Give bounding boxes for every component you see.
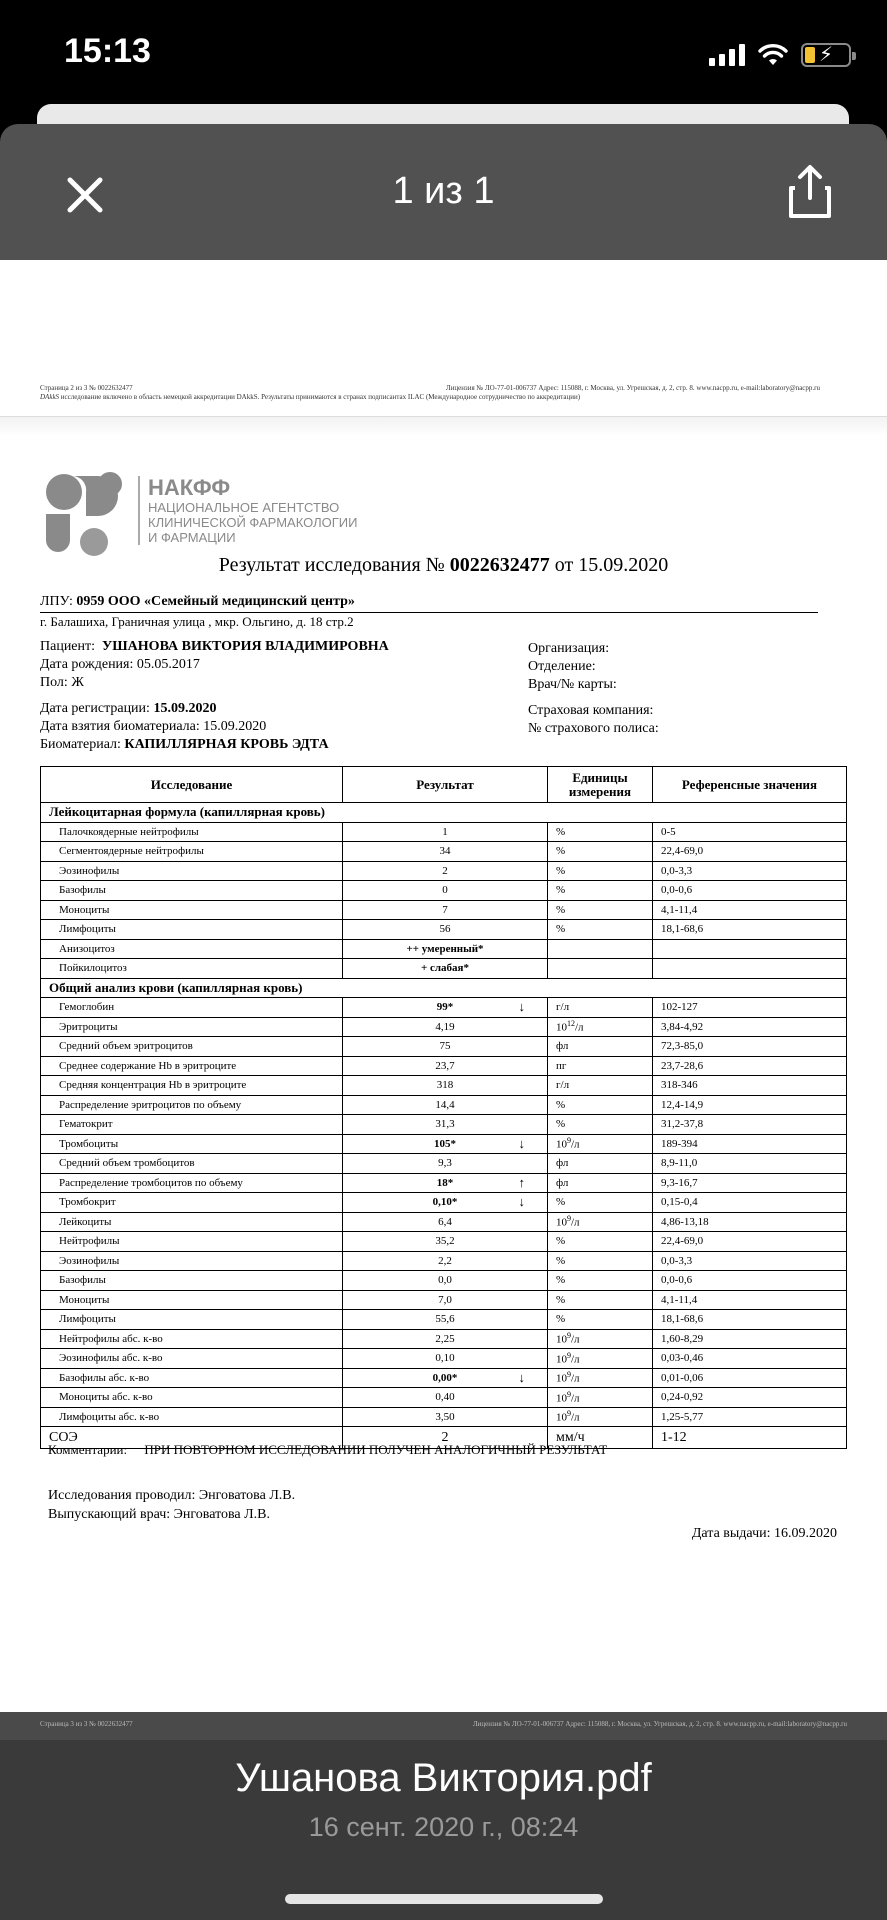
test-unit: фл	[548, 1037, 653, 1057]
table-row	[41, 1134, 847, 1154]
table-row	[41, 1173, 847, 1193]
table-row	[41, 920, 847, 940]
table-row	[41, 1154, 847, 1174]
test-reference: 9,3-16,7	[653, 1173, 847, 1193]
test-result: 4,19	[343, 1017, 548, 1037]
test-name: Моноциты	[41, 900, 343, 920]
col-header-reference: Референсные значения	[653, 767, 847, 803]
arrow-down-icon: ↓	[518, 1135, 525, 1151]
table-row	[41, 1271, 847, 1291]
home-indicator[interactable]	[285, 1894, 603, 1904]
test-name: Базофилы абс. к-во	[41, 1368, 343, 1388]
lpu-address: г. Балашиха, Граничная улица , мкр. Ольгино, д. 18 стр.2	[40, 614, 354, 629]
test-result: 1	[343, 822, 548, 842]
test-result: 6,4	[343, 1212, 548, 1232]
test-reference: 0,15-0,4	[653, 1193, 847, 1213]
test-reference: 12,4-14,9	[653, 1095, 847, 1115]
test-reference: 22,4-69,0	[653, 1232, 847, 1252]
table-row	[41, 939, 847, 959]
table-row	[41, 1212, 847, 1232]
test-unit: $10^9/л$	[548, 1368, 653, 1388]
test-result: 3,50	[343, 1407, 548, 1427]
test-unit: $10^{12}/л$	[548, 1017, 653, 1037]
test-reference: 8,9-11,0	[653, 1154, 847, 1174]
table-row	[41, 842, 847, 862]
report-number: 0022632477	[449, 554, 550, 576]
test-unit: %	[548, 1290, 653, 1310]
test-result: 14,4	[343, 1095, 548, 1115]
test-result: 2,2	[343, 1251, 548, 1271]
test-unit: фл	[548, 1154, 653, 1174]
test-name: Базофилы	[41, 881, 343, 901]
test-name: Базофилы	[41, 1271, 343, 1291]
test-name: Средняя концентрация Hb в эритроците	[41, 1076, 343, 1096]
test-unit: %	[548, 1251, 653, 1271]
arrow-down-icon: ↓	[518, 1194, 525, 1209]
table-row	[41, 1388, 847, 1408]
comment-line: Комментарии: ПРИ ПОВТОРНОМ ИССЛЕДОВАНИИ ПОЛУЧЕН АНАЛОГИЧНЫЙ РЕЗУЛЬТАТ	[48, 1442, 608, 1457]
test-result: 2	[343, 1427, 548, 1449]
test-name: Палочкоядерные нейтрофилы	[41, 822, 343, 842]
performed-by: Исследования проводил: Энговатова Л.В.	[48, 1488, 296, 1503]
test-reference: 1-12	[653, 1427, 847, 1449]
page-separator	[0, 416, 887, 436]
table-section-row	[41, 978, 847, 998]
test-unit: %	[548, 1095, 653, 1115]
test-reference	[653, 939, 847, 959]
issuing-doctor: Выпускающий врач: Энговатова Л.В.	[48, 1507, 270, 1522]
test-name: Сегментоядерные нейтрофилы	[41, 842, 343, 862]
test-name: Моноциты абс. к-во	[41, 1388, 343, 1408]
arrow-up-icon: ↑	[518, 1174, 525, 1190]
next-page-footer: Страница 3 из 3 № 0022632477 Лицензия № ЛО-77-01-006737 Адрес: 115088, г. Москва, ул. Угрешская, д. 2, стр. 8. www.nacpp.ru, e-mail:laboratory@nacpp.ru	[0, 1712, 887, 1740]
patient-info: Пациент: УШАНОВА ВИКТОРИЯ ВЛАДИМИРОВНА Дата рождения: 05.05.2017 Пол: Ж Дата регистрации: 15.09.2020 Дата взятия биоматериала: 15.09.2020 Биоматериал: КАПИЛЛЯРНАЯ КРОВЬ ЭДТА	[40, 639, 389, 752]
test-result: 99* ↓	[343, 998, 548, 1018]
test-unit	[548, 959, 653, 979]
test-unit: г/л	[548, 1076, 653, 1096]
test-reference: 18,1-68,6	[653, 920, 847, 940]
test-result: 0,0	[343, 1271, 548, 1291]
test-reference: 4,1-11,4	[653, 1290, 847, 1310]
test-reference: 0,0-0,6	[653, 881, 847, 901]
test-reference: 4,86-13,18	[653, 1212, 847, 1232]
test-reference: 72,3-85,0	[653, 1037, 847, 1057]
test-name: Распределение эритроцитов по объему	[41, 1095, 343, 1115]
test-unit	[548, 939, 653, 959]
test-unit: $10^9/л$	[548, 1407, 653, 1427]
test-reference: 0,01-0,06	[653, 1368, 847, 1388]
comment-text: ПРИ ПОВТОРНОМ ИССЛЕДОВАНИИ ПОЛУЧЕН АНАЛОГИЧНЫЙ РЕЗУЛЬТАТ	[144, 1442, 608, 1457]
test-reference: 0,0-0,6	[653, 1271, 847, 1291]
previous-page-footer: Страница 2 из 3 № 0022632477 Лицензия № ЛО-77-01-006737 Адрес: 115088, г. Москва, ул. Угрешская, д. 2, стр. 8. www.nacpp.ru, e-mail:laboratory@nacpp.ru DAkkS исследование включено в область немецкой аккредитации DAkkS. Результаты принимаются в странах подписантах ILAC (Международное сотрудничество по аккредитации)	[40, 384, 820, 401]
test-result: 0,40	[343, 1388, 548, 1408]
file-info-bar	[0, 1712, 887, 1920]
test-unit: $10^9/л$	[548, 1212, 653, 1232]
section-title: Лейкоцитарная формула (капиллярная кровь)	[41, 803, 847, 823]
test-reference: 0,24-0,92	[653, 1388, 847, 1408]
test-result: 105* ↓	[343, 1134, 548, 1154]
issue-date: Дата выдачи: 16.09.2020	[691, 1526, 837, 1541]
table-row	[41, 1115, 847, 1135]
test-name: Эозинофилы	[41, 1251, 343, 1271]
test-result: 7	[343, 900, 548, 920]
test-result: 0	[343, 881, 548, 901]
table-row	[41, 1407, 847, 1427]
test-result: 23,7	[343, 1056, 548, 1076]
test-unit: фл	[548, 1173, 653, 1193]
test-unit: %	[548, 881, 653, 901]
test-reference: 18,1-68,6	[653, 1310, 847, 1330]
test-unit: г/л	[548, 998, 653, 1018]
table-row	[41, 998, 847, 1018]
test-result: 35,2	[343, 1232, 548, 1252]
logo-text: НАКФФ НАЦИОНАЛЬНОЕ АГЕНТСТВО КЛИНИЧЕСКОЙ ФАРМАКОЛОГИИ И ФАРМАЦИИ	[138, 476, 357, 545]
test-result: 18* ↑	[343, 1173, 548, 1193]
test-name: Среднее содержание Hb в эритроците	[41, 1056, 343, 1076]
status-time: 15:13	[64, 32, 151, 70]
lpu-line: ЛПУ: 0959 ООО «Семейный медицинский центр»	[40, 594, 818, 613]
test-result: 56	[343, 920, 548, 940]
file-date: 16 сент. 2020 г., 08:24	[308, 1812, 579, 1842]
test-name: Лимфоциты абс. к-во	[41, 1407, 343, 1427]
test-unit: %	[548, 920, 653, 940]
patient-name: УШАНОВА ВИКТОРИЯ ВЛАДИМИРОВНА	[102, 639, 389, 654]
table-row	[41, 1310, 847, 1330]
table-row	[41, 1368, 847, 1388]
viewer-toolbar	[0, 124, 887, 260]
pdf-viewport[interactable]	[0, 260, 887, 1712]
arrow-down-icon: ↓	[518, 1369, 525, 1385]
status-bar	[0, 0, 887, 110]
signatures	[48, 1486, 295, 1524]
test-name: Эозинофилы	[41, 861, 343, 881]
file-name: Ушанова Виктория.pdf	[235, 1756, 652, 1800]
test-result: ++ умеренный*	[343, 939, 548, 959]
test-reference: 102-127	[653, 998, 847, 1018]
dakks-mark: DAkkS	[40, 393, 60, 401]
table-row	[41, 1329, 847, 1349]
test-name: СОЭ	[41, 1427, 343, 1449]
test-name: Нейтрофилы	[41, 1232, 343, 1252]
test-result: 55,6	[343, 1310, 548, 1330]
test-name: Эритроциты	[41, 1017, 343, 1037]
table-row	[41, 822, 847, 842]
test-name: Моноциты	[41, 1290, 343, 1310]
test-unit: мм/ч	[548, 1427, 653, 1449]
test-result: 34	[343, 842, 548, 862]
test-unit: $10^9/л$	[548, 1388, 653, 1408]
col-header-units: Единицы измерения	[548, 767, 653, 803]
test-reference: 22,4-69,0	[653, 842, 847, 862]
table-row	[41, 1290, 847, 1310]
table-row	[41, 900, 847, 920]
test-unit: $10^9/л$	[548, 1134, 653, 1154]
test-name: Средний объем тромбоцитов	[41, 1154, 343, 1174]
table-row	[41, 1232, 847, 1252]
status-icons	[709, 40, 851, 70]
test-name: Лейкоциты	[41, 1212, 343, 1232]
test-name: Тромбоциты	[41, 1134, 343, 1154]
report-title: Результат исследования № 0022632477 от 15.09.2020	[218, 554, 669, 576]
section-title: Общий анализ крови (капиллярная кровь)	[41, 978, 847, 998]
table-row	[41, 1037, 847, 1057]
test-name: Гематокрит	[41, 1115, 343, 1135]
test-reference: 0,0-3,3	[653, 1251, 847, 1271]
col-header-test: Исследование	[41, 767, 343, 803]
nakff-logo	[42, 470, 372, 560]
test-reference: 31,2-37,8	[653, 1115, 847, 1135]
wifi-icon	[757, 43, 789, 67]
test-result: 7,0	[343, 1290, 548, 1310]
test-reference: 0,0-3,3	[653, 861, 847, 881]
test-name: Средний объем эритроцитов	[41, 1037, 343, 1057]
test-name: Эозинофилы абс. к-во	[41, 1349, 343, 1369]
test-result: 9,3	[343, 1154, 548, 1174]
arrow-down-icon: ↓	[518, 999, 525, 1014]
test-result: 318	[343, 1076, 548, 1096]
test-unit: %	[548, 1193, 653, 1213]
test-name: Распределение тромбоцитов по объему	[41, 1173, 343, 1193]
test-name: Пойкилоцитоз	[41, 959, 343, 979]
test-result: 2,25	[343, 1329, 548, 1349]
test-name: Нейтрофилы абс. к-во	[41, 1329, 343, 1349]
share-icon[interactable]	[785, 164, 835, 220]
test-unit: %	[548, 861, 653, 881]
test-unit: $10^9/л$	[548, 1349, 653, 1369]
table-section-row	[41, 803, 847, 823]
test-unit: %	[548, 1232, 653, 1252]
test-reference: 1,60-8,29	[653, 1329, 847, 1349]
test-reference: 318-346	[653, 1076, 847, 1096]
table-row	[41, 881, 847, 901]
test-name: Тромбокрит	[41, 1193, 343, 1213]
test-name: Лимфоциты	[41, 920, 343, 940]
battery-charging-icon: ⚡	[801, 43, 851, 67]
results-table	[40, 766, 847, 1449]
nakff-logo-mark	[42, 470, 132, 560]
test-name: Лимфоциты	[41, 1310, 343, 1330]
test-result: 0,10	[343, 1349, 548, 1369]
test-name: Анизоцитоз	[41, 939, 343, 959]
test-result: 0,10* ↓	[343, 1193, 548, 1213]
test-reference: 189-394	[653, 1134, 847, 1154]
test-unit: %	[548, 822, 653, 842]
test-result: 0,00* ↓	[343, 1368, 548, 1388]
cellular-signal-icon	[709, 44, 745, 66]
col-header-result: Результат	[343, 767, 548, 803]
test-unit: %	[548, 900, 653, 920]
test-reference: 0,03-0,46	[653, 1349, 847, 1369]
pdf-page	[0, 436, 887, 1712]
test-reference: 3,84-4,92	[653, 1017, 847, 1037]
table-row	[41, 1056, 847, 1076]
test-name: Гемоглобин	[41, 998, 343, 1018]
test-unit: $10^9/л$	[548, 1329, 653, 1349]
test-unit: пг	[548, 1056, 653, 1076]
table-row	[41, 1193, 847, 1213]
page-counter: 1 из 1	[392, 170, 495, 212]
table-header-row	[41, 767, 847, 803]
table-row	[41, 959, 847, 979]
test-unit: %	[548, 1115, 653, 1135]
test-reference: 0-5	[653, 822, 847, 842]
table-row	[41, 1076, 847, 1096]
test-result: + слабая*	[343, 959, 548, 979]
organization-info: Организация: Отделение: Врач/№ карты: Страховая компания: № страхового полиса:	[528, 641, 659, 736]
test-result: 75	[343, 1037, 548, 1057]
table-row	[41, 1017, 847, 1037]
table-row	[41, 1251, 847, 1271]
test-unit: %	[548, 1271, 653, 1291]
test-result: 2	[343, 861, 548, 881]
table-row	[41, 1349, 847, 1369]
test-reference: 4,1-11,4	[653, 900, 847, 920]
table-row	[41, 861, 847, 881]
table-row	[41, 1095, 847, 1115]
test-result: 31,3	[343, 1115, 548, 1135]
test-reference	[653, 959, 847, 979]
test-reference: 1,25-5,77	[653, 1407, 847, 1427]
test-reference: 23,7-28,6	[653, 1056, 847, 1076]
test-unit: %	[548, 842, 653, 862]
test-unit: %	[548, 1310, 653, 1330]
